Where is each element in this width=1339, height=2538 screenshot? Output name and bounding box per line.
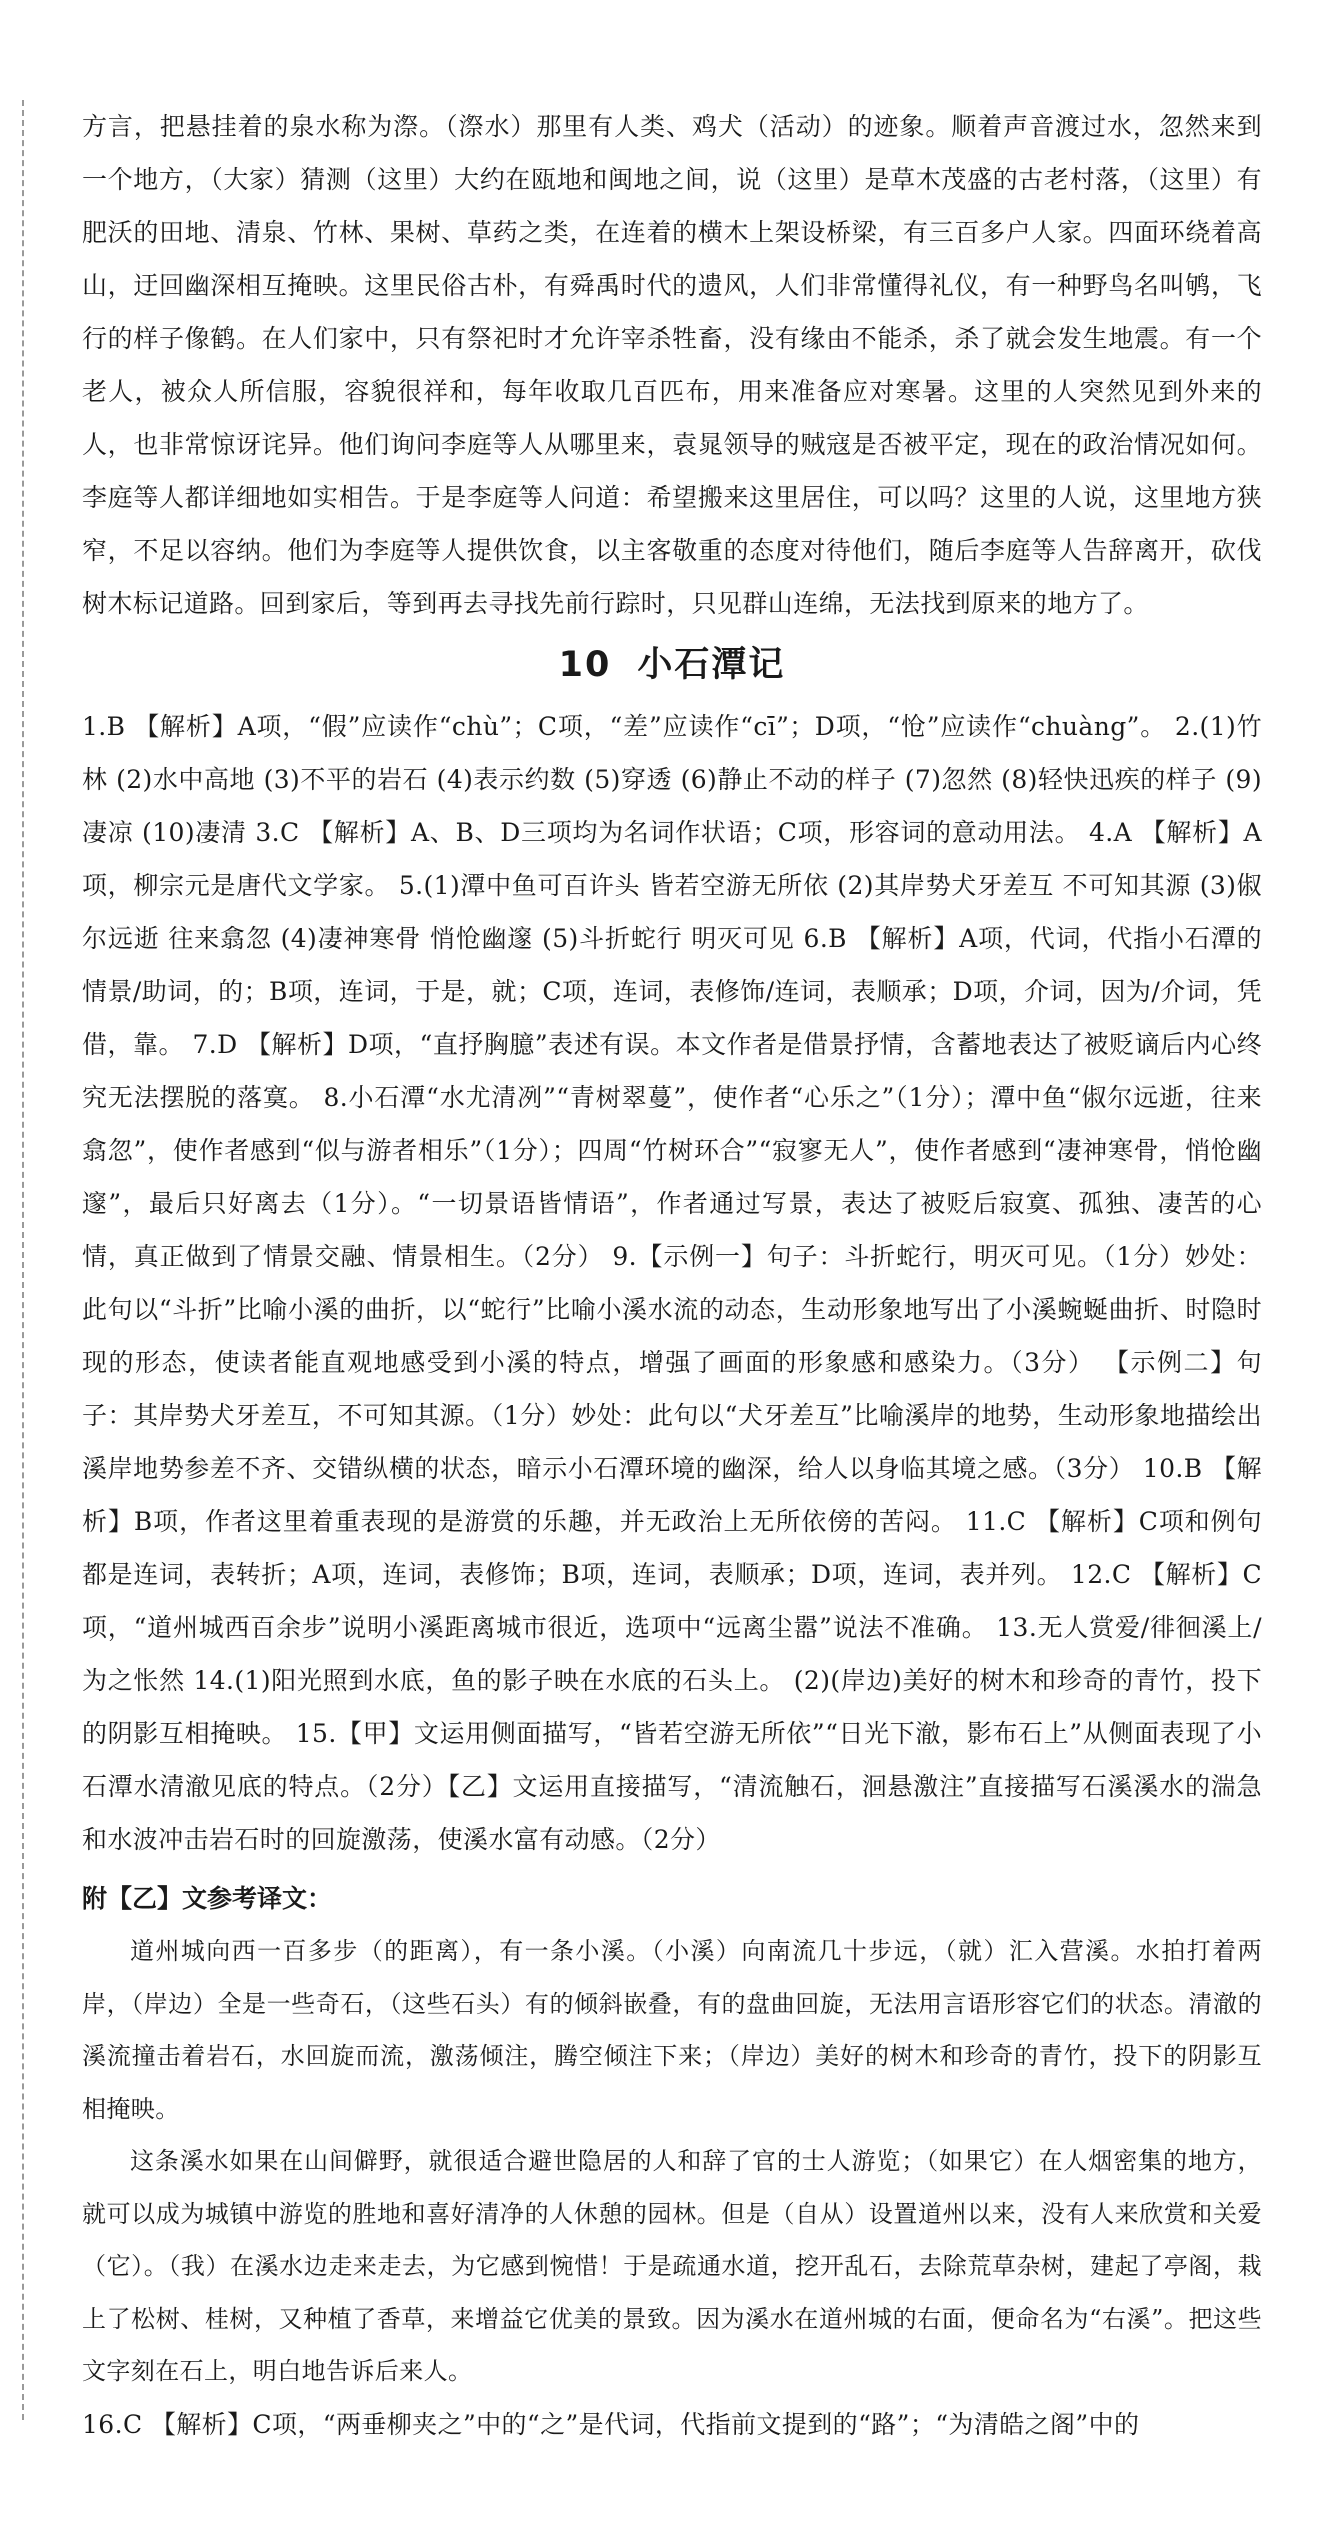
answer-16-start: 16.C 【解析】C项，“两垂柳夹之”中的“之”是代词，代指前文提到的“路”；“为清皓之阁”中的 [82, 2409, 1140, 2439]
answers-block: 1.B 【解析】A项，“假”应读作“chù”；C项，“差”应读作“cī”；D项，“怆”应读作“chuàng”。 2.(1)竹林 (2)水中高地 (3)不平的岩石 (4)表示约数 (5)穿透 (6)静止不动的样子 (7)忽然 (8)轻快迅疾的样子 (9)凄凉 (10)凄清 3.C 【解析】A、B、D三项均为名词作状语；C项，形容词的意动用法。 4.A 【解析】A项，柳宗元是唐代文学家。 5.(1)潭中鱼可百许头 皆若空游无所依 (2)其岸势犬牙差互 不可知其源 (3)俶尔远逝 往来翕忽 (4)凄神寒骨 悄怆幽邃 (5)斗折蛇行 明灭可见 6.B 【解析】A项，代词，代指小石潭的情景/助词，的；B项，连词，于是，就；C项，连词，表修饰/连词，表顺承；D项，介词，因为/介词，凭借，靠。 7.D 【解析】D项，“直抒胸臆”表述有误。本文作者是借景抒情，含蓄地表达了被贬谪后内心终究无法摆脱的落寞。 8.小石潭“水尤清冽”“青树翠蔓”，使作者“心乐之”（1分）；潭中鱼“俶尔远逝，往来翕忽”，使作者感到“似与游者相乐”（1分）；四周“竹树环合”“寂寥无人”，使作者感到“凄神寒骨，悄怆幽邃”，最后只好离去（1分）。“一切景语皆情语”，作者通过写景，表达了被贬后寂寞、孤独、凄苦的心情，真正做到了情景交融、情景相生。（2分） 9.【示例一】句子：斗折蛇行，明灭可见。（1分）妙处：此句以“斗折”比喻小溪的曲折，以“蛇行”比喻小溪水流的动态，生动形象地写出了小溪蜿蜒曲折、时隐时现的形态，使读者能直观地感受到小溪的特点，增强了画面的形象感和感染力。（3分） 【示例二】句子：其岸势犬牙差互，不可知其源。（1分）妙处：此句以“犬牙差互”比喻溪岸的地势，生动形象地描绘出溪岸地势参差不齐、交错纵横的状态，暗示小石潭环境的幽深，给人以身临其境之感。（3分） 10.B 【解析】B项，作者这里着重表现的是游赏的乐趣，并无政治上无所依傍的苦闷。 11.C 【解析】C项和例句都是连词，表转折；A项，连词，表修饰；B项，连词，表顺承；D项，连词，表并列。 12.C 【解析】C项，“道州城西百余步”说明小溪距离城市很近，选项中“远离尘嚣”说法不准确。 13.无人赏爱/徘徊溪上/为之怅然 14.(1)阳光照到水底，鱼的影子映在水底的石头上。 (2)(岸边)美好的树木和珍奇的青竹，投下的阴影互相掩映。 15.【甲】文运用侧面描写，“皆若空游无所依”“日光下澈，影布石上”从侧面表现了小石潭水清澈见底的特点。（2分）【乙】文运用直接描写，“清流触石，洄悬激注”直接描写石溪溪水的湍急和水波冲击岩石时的回旋激荡，使溪水富有动感。（2分） [82, 712, 1262, 1854]
previous-translation-tail: 方言，把悬挂着的泉水称为漈。（漈水）那里有人类、鸡犬（活动）的迹象。顺着声音渡过水，忽然来到一个地方，（大家）猜测（这里）大约在瓯地和闽地之间，说（这里）是草木茂盛的古老村落，（这里）有肥沃的田地、清泉、竹林、果树、草药之类，在连着的横木上架设桥梁，有三百多户人家。四面环绕着高山，迂回幽深相互掩映。这里民俗古朴，有舜禹时代的遗风，人们非常懂得礼仪，有一种野鸟名叫鸲，飞行的样子像鹤。在人们家中，只有祭祀时才允许宰杀牲畜，没有缘由不能杀，杀了就会发生地震。有一个老人，被众人所信服，容貌很祥和，每年收取几百匹布，用来准备应对寒暑。这里的人突然见到外来的人，也非常惊讶诧异。他们询问李庭等人从哪里来，袁晁领导的贼寇是否被平定，现在的政治情况如何。李庭等人都详细地如实相告。于是李庭等人问道：希望搬来这里居住，可以吗？这里的人说，这里地方狭窄，不足以容纳。他们为李庭等人提供饮食，以主客敬重的态度对待他们，随后李庭等人告辞离开，砍伐树木标记道路。回到家后，等到再去寻找先前行踪时，只见群山连绵，无法找到原来的地方了。 [82, 112, 1262, 618]
section-title [82, 630, 1262, 700]
section-number: 10 [558, 645, 612, 685]
appendix-paragraph-2: 这条溪水如果在山间僻野，就很适合避世隐居的人和辞了官的士人游览；（如果它）在人烟密集的地方，就可以成为城镇中游览的胜地和喜好清净的人休憩的园林。但是（自从）设置道州以来，没有人来欣赏和关爱（它）。（我）在溪水边走来走去，为它感到惋惜！于是疏通水道，挖开乱石，去除荒草杂树，建起了亭阁，栽上了松树、桂树，又种植了香草，来增益它优美的景致。因为溪水在道州城的右面，便命名为“右溪”。把这些文字刻在石上，明白地告诉后来人。 [82, 2147, 1262, 2385]
appendix-heading: 附【乙】文参考译文： [82, 1884, 333, 1913]
left-dashed-margin-rule [22, 100, 26, 2420]
section-title-text: 小石潭记 [637, 645, 786, 685]
page-content [82, 100, 1262, 2451]
appendix-paragraph-1: 道州城向西一百多步（的距离），有一条小溪。（小溪）向南流几十步远，（就）汇入营溪。水拍打着两岸，（岸边）全是一些奇石，（这些石头）有的倾斜嵌叠，有的盘曲回旋，无法用言语形容它们的状态。清澈的溪流撞击着岩石，水回旋而流，激荡倾注，腾空倾注下来；（岸边）美好的树木和珍奇的青竹，投下的阴影互相掩映。 [82, 1937, 1262, 2123]
